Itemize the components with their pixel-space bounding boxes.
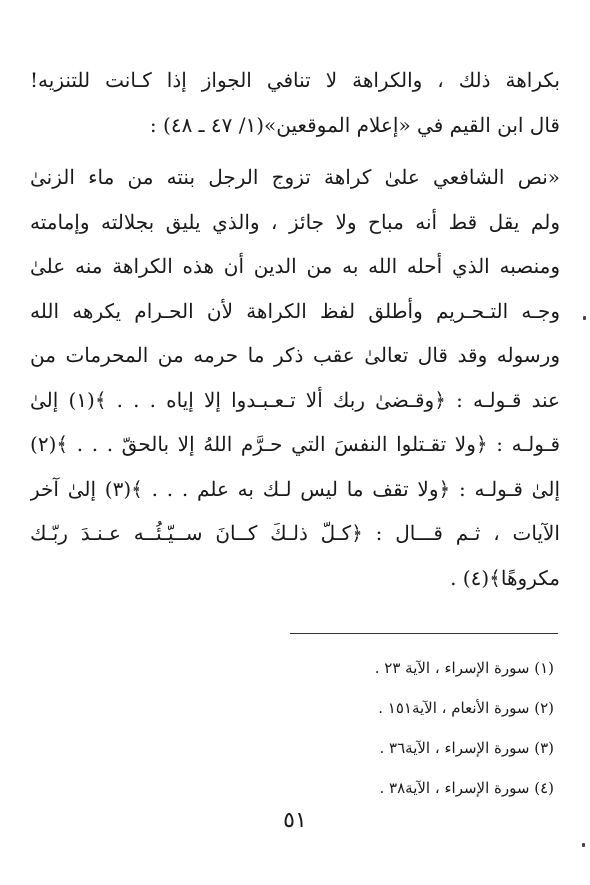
footnotes-list	[234, 648, 554, 808]
footnote-item-4: (٤) سورة الإسراء ، الآية٣٨ .	[379, 779, 554, 797]
footnote-divider	[290, 633, 558, 634]
page-number: ٥١	[283, 808, 307, 833]
text-line-12: مكروهًا﴾(٤) .	[450, 565, 560, 590]
scan-speck-mark	[582, 843, 585, 847]
footnote-item-1: (١) سورة الإسراء ، الآية ٢٣ .	[374, 659, 554, 677]
text-line-11: الآيات ، ثـم قـــال : ﴿كـلّ ذلـكَ كــانَ ســيّـئُــه عـنـدَ ربّـك	[30, 521, 560, 545]
text-line-7: ورسوله وقد قال تعالىٰ عقب ذكر ما حرمه من المحرمات من	[30, 343, 560, 367]
text-line-1: بكراهة ذلك ، والكراهة لا تنافي الجواز إذا كـانت للتنزيه!	[30, 68, 560, 92]
scan-speck-mark	[583, 316, 586, 320]
text-line-5: ومنصبه الذي أحله الله به من الدين أن هذه الكراهة منه علىٰ	[30, 254, 560, 278]
text-line-6: وجـه التـحـريم وأطلق لفظ الكراهة لأن الحـرام يكرهه الله	[30, 298, 560, 323]
text-line-9: قـولـه : ﴿ولا تقـتلوا النفسَ التي حـرَّم اللهُ إلا بالحقّ . . . ﴾(٢)	[30, 432, 560, 456]
footnote-item-2: (٢) سورة الأنعام ، الآية١٥١ .	[378, 699, 554, 717]
body-text	[30, 58, 560, 600]
text-line-4: ولم يقل قط أنه مباح ولا جائز ، والذي يليق بجلالته وإمامته	[30, 209, 560, 234]
text-line-3: «نص الشافعي علىٰ كراهة تزوج الرجل بنته من ماء الزنىٰ	[30, 165, 560, 189]
footnote-item-3: (٣) سورة الإسراء ، الآية٣٦ .	[379, 739, 554, 757]
text-line-8: عند قـولـه : ﴿وقـضىٰ ربك ألا تـعـبـدوا إلا إياه . . . ﴾(١) إلىٰ	[30, 387, 560, 412]
text-line-2: قال ابن القيم في «إعلام الموقعين»(١/ ٤٧ ـ ٤٨) :	[149, 112, 560, 137]
text-line-10: إلىٰ قـولـه : ﴿ولا تقف ما ليس لـك به علم . . . ﴾(٣) إلىٰ آخر	[30, 476, 560, 501]
